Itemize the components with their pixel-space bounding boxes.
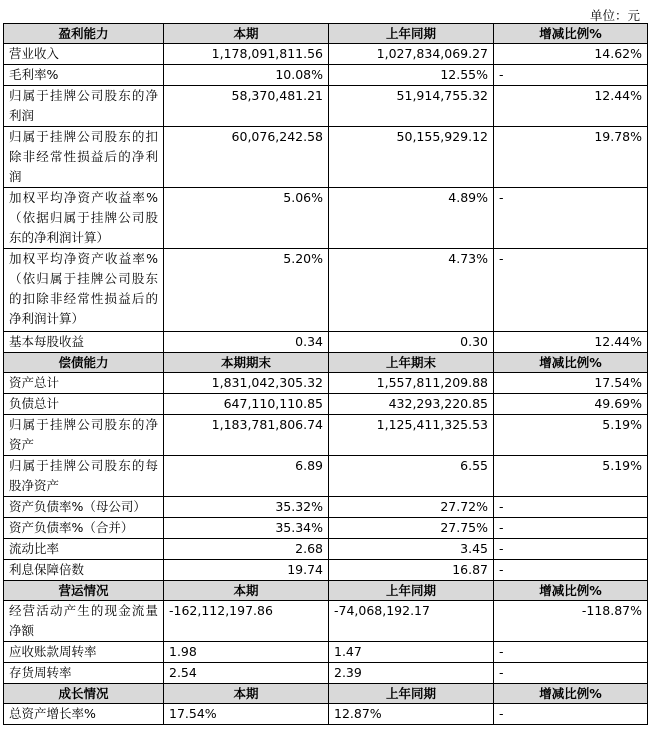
previous-value: 1,027,834,069.27 [329, 44, 494, 65]
current-value: 2.54 [164, 663, 329, 684]
table-row [4, 65, 648, 86]
current-value: -162,112,197.86 [164, 601, 329, 642]
row-label: 归属于挂牌公司股东的净利润 [4, 86, 164, 127]
change-value: 49.69% [494, 394, 648, 415]
column-header: 本期 [164, 684, 329, 704]
previous-value: 51,914,755.32 [329, 86, 494, 127]
unit-label: 单位：元 [589, 8, 640, 23]
section-header [4, 684, 648, 704]
financial-indicators-table [3, 23, 648, 725]
previous-value: 0.30 [329, 332, 494, 353]
table-row [4, 373, 648, 394]
table-row [4, 249, 648, 332]
change-value: - [494, 518, 648, 539]
previous-value: 3.45 [329, 539, 494, 560]
previous-value: 4.73% [329, 249, 494, 332]
row-label: 资产负债率%（合并） [4, 518, 164, 539]
column-header: 增减比例% [494, 581, 648, 601]
current-value: 58,370,481.21 [164, 86, 329, 127]
table-row [4, 86, 648, 127]
row-label: 存货周转率 [4, 663, 164, 684]
change-value: -118.87% [494, 601, 648, 642]
section-title: 成长情况 [4, 684, 164, 704]
change-value: 17.54% [494, 373, 648, 394]
change-value: - [494, 663, 648, 684]
previous-value: 50,155,929.12 [329, 127, 494, 188]
table-row [4, 44, 648, 65]
change-value: - [494, 642, 648, 663]
current-value: 1,831,042,305.32 [164, 373, 329, 394]
current-value: 2.68 [164, 539, 329, 560]
current-value: 10.08% [164, 65, 329, 86]
column-header: 增减比例% [494, 24, 648, 44]
table-row [4, 188, 648, 249]
change-value: 14.62% [494, 44, 648, 65]
change-value: - [494, 188, 648, 249]
column-header: 增减比例% [494, 353, 648, 373]
column-header: 上年同期 [329, 684, 494, 704]
table-row [4, 539, 648, 560]
change-value: - [494, 560, 648, 581]
table-row [4, 601, 648, 642]
row-label: 应收账款周转率 [4, 642, 164, 663]
change-value: 12.44% [494, 332, 648, 353]
table-row [4, 456, 648, 497]
column-header: 本期 [164, 24, 329, 44]
row-label: 归属于挂牌公司股东的每股净资产 [4, 456, 164, 497]
row-label: 加权平均净资产收益率%（依据归属于挂牌公司股东的净利润计算） [4, 188, 164, 249]
change-value: 5.19% [494, 456, 648, 497]
section-header [4, 581, 648, 601]
change-value: - [494, 539, 648, 560]
table-row [4, 127, 648, 188]
change-value: - [494, 704, 648, 725]
row-label: 经营活动产生的现金流量净额 [4, 601, 164, 642]
table-row [4, 415, 648, 456]
previous-value: 2.39 [329, 663, 494, 684]
current-value: 6.89 [164, 456, 329, 497]
row-label: 归属于挂牌公司股东的净资产 [4, 415, 164, 456]
section-header [4, 24, 648, 44]
change-value: - [494, 497, 648, 518]
current-value: 647,110,110.85 [164, 394, 329, 415]
current-value: 0.34 [164, 332, 329, 353]
section-title: 盈利能力 [4, 24, 164, 44]
previous-value: -74,068,192.17 [329, 601, 494, 642]
table-body [4, 24, 648, 725]
current-value: 35.32% [164, 497, 329, 518]
table-row [4, 663, 648, 684]
previous-value: 1,557,811,209.88 [329, 373, 494, 394]
row-label: 毛利率% [4, 65, 164, 86]
previous-value: 16.87 [329, 560, 494, 581]
change-value: 19.78% [494, 127, 648, 188]
change-value: 5.19% [494, 415, 648, 456]
table-row [4, 518, 648, 539]
change-value: - [494, 249, 648, 332]
row-label: 营业收入 [4, 44, 164, 65]
table-row [4, 642, 648, 663]
change-value: 12.44% [494, 86, 648, 127]
current-value: 17.54% [164, 704, 329, 725]
row-label: 利息保障倍数 [4, 560, 164, 581]
current-value: 1,178,091,811.56 [164, 44, 329, 65]
column-header: 本期期末 [164, 353, 329, 373]
row-label: 基本每股收益 [4, 332, 164, 353]
change-value: - [494, 65, 648, 86]
current-value: 60,076,242.58 [164, 127, 329, 188]
previous-value: 1.47 [329, 642, 494, 663]
previous-value: 4.89% [329, 188, 494, 249]
column-header: 上年同期 [329, 581, 494, 601]
section-header [4, 353, 648, 373]
row-label: 流动比率 [4, 539, 164, 560]
row-label: 总资产增长率% [4, 704, 164, 725]
section-title: 偿债能力 [4, 353, 164, 373]
column-header: 增减比例% [494, 684, 648, 704]
previous-value: 6.55 [329, 456, 494, 497]
column-header: 上年同期 [329, 24, 494, 44]
previous-value: 1,125,411,325.53 [329, 415, 494, 456]
table-row [4, 704, 648, 725]
table-row [4, 332, 648, 353]
current-value: 1.98 [164, 642, 329, 663]
table-row [4, 394, 648, 415]
column-header: 本期 [164, 581, 329, 601]
row-label: 资产负债率%（母公司） [4, 497, 164, 518]
table-row [4, 497, 648, 518]
previous-value: 12.55% [329, 65, 494, 86]
column-header: 上年期末 [329, 353, 494, 373]
previous-value: 432,293,220.85 [329, 394, 494, 415]
previous-value: 12.87% [329, 704, 494, 725]
current-value: 1,183,781,806.74 [164, 415, 329, 456]
current-value: 19.74 [164, 560, 329, 581]
table-row [4, 560, 648, 581]
previous-value: 27.75% [329, 518, 494, 539]
section-title: 营运情况 [4, 581, 164, 601]
row-label: 归属于挂牌公司股东的扣除非经常性损益后的净利润 [4, 127, 164, 188]
row-label: 加权平均净资产收益率%（依归属于挂牌公司股东的扣除非经常性损益后的净利润计算） [4, 249, 164, 332]
current-value: 35.34% [164, 518, 329, 539]
previous-value: 27.72% [329, 497, 494, 518]
row-label: 负债总计 [4, 394, 164, 415]
current-value: 5.06% [164, 188, 329, 249]
current-value: 5.20% [164, 249, 329, 332]
row-label: 资产总计 [4, 373, 164, 394]
